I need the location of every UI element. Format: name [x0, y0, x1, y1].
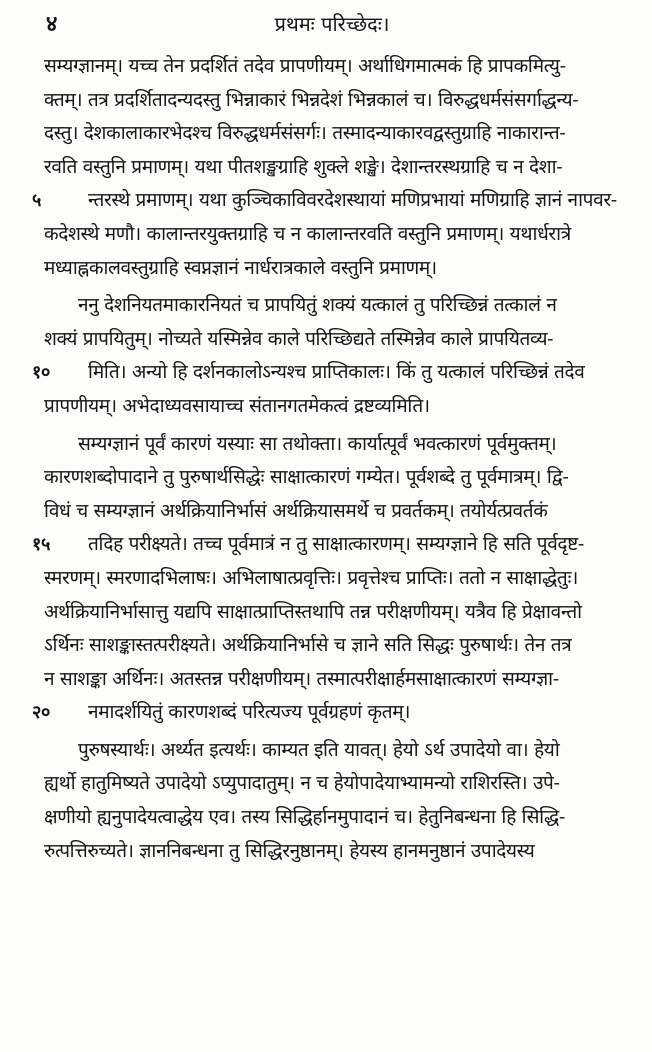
line-text: स्मरणम्। स्मरणादभिलाषः। अभिलाषात्प्रवृत्तिः। प्रवृत्तेश्च प्राप्तिः। ततो न साक्षाद्धेतुः। [44, 566, 579, 589]
text-line [36, 835, 632, 869]
text-line [36, 562, 632, 596]
line-text: प्रापणीयम्। अभेदाध्यवसायाच्च संतानगतमेकत्वं द्रष्टव्यमिति। [44, 394, 430, 417]
line-text: मिति। अन्यो हि दर्शनकालोऽन्यश्च प्राप्तिकालः। किं तु यत्कालं परिच्छिन्नं तदेव [88, 361, 585, 384]
line-text: क्षणीयो ह्यनुपादेयत्वाद्धेय एव। तस्य सिद्धिर्हानमुपादानं च। हेतुनिबन्धना हि सिद्धि- [44, 806, 565, 829]
text-line [36, 218, 632, 252]
text-line [32, 528, 632, 562]
line-text: मध्याह्नकालवस्तुग्राहि स्वप्नज्ञानं नार्धरात्रकाले वस्तुनि प्रमाणम्। [44, 256, 437, 279]
text-line [36, 390, 632, 424]
line-text: सम्यग्ज्ञानम्। यच्च तेन प्रदर्शितं तदेव प्रापणीयम्। अर्थाधिगमात्मकं हि प्रापकमित्यु- [44, 55, 566, 77]
line-text: न साशङ्का अर्थिनः। अतस्तन्न परीक्षणीयम्। तस्मात्परीक्षार्हमसाक्षात्कारणं सम्यग्ज्ञा- [44, 667, 559, 690]
page-number: ४ [46, 11, 58, 37]
text-line [36, 596, 632, 630]
line-text: ह्यर्थो हातुमिष्यते उपादेयो ऽप्युपादातुम्। न च हेयोपादेयाभ्यामन्यो राशिरस्ति। उपे- [44, 772, 560, 795]
line-number: २० [32, 702, 51, 724]
line-text: न्तरस्थे प्रमाणम्। यथा कुञ्चिकाविवरदेशस्थायां मणिप्रभायां मणिग्राहि ज्ञानं नापवर- [88, 189, 617, 212]
line-text: ऽर्थिनः साशङ्कास्तत्परीक्ष्यते। अर्थक्रियानिर्भासे च ज्ञाने सति सिद्धः पुरुषार्थः। तेन तत्र [44, 634, 572, 657]
line-text: रवति वस्तुनि प्रमाणम्। यथा पीतशङ्खग्राहि शुक्ले शङ्खे। देशान्तरस्थग्राहि च न देशा- [44, 155, 563, 178]
text-line [32, 696, 632, 730]
text-line [36, 461, 632, 495]
line-number: १५ [32, 534, 51, 556]
line-text: रुत्पत्तिरुच्यते। ज्ञाननिबन्धना तु सिद्धिरनुष्ठानम्। हेयस्य हानमनुष्ठानं उपादेयस्य [44, 839, 535, 862]
page-header [36, 8, 628, 42]
line-text: तदिह परीक्ष्यते। तच्च पूर्वमात्रं न तु साक्षात्कारणम्। सम्यग्ज्ञाने हि सति पूर्वदृष्ट- [88, 533, 584, 556]
text-line [36, 117, 632, 151]
line-number: ५ [32, 190, 42, 212]
text-line [36, 767, 632, 801]
text-line [36, 801, 632, 835]
text-line [36, 289, 632, 323]
line-text: कदेशस्थे मणौ। कालान्तरयुक्तग्राहि च न कालान्तरवति वस्तुनि प्रमाणम्। यथार्धरात्रे [44, 222, 571, 245]
text-line [32, 184, 632, 218]
line-text: कारणशब्दोपादाने तु पुरुषार्थसिद्धेः साक्षात्कारणं गम्येत। पूर्वशब्दे तु पूर्वमात्रम्। द्वि- [44, 466, 569, 489]
text-line [36, 629, 632, 663]
line-text: दस्तु। देशकालाकारभेदश्च विरुद्धधर्मसंसर्गः। तस्मादन्याकारवद्वस्तुग्राहि नाकारान्त- [44, 122, 566, 145]
text-line [36, 495, 632, 529]
line-text: ननु देशनियतमाकारनियतं च प्रापयितुं शक्यं यत्कालं तु परिच्छिन्नं तत्कालं न [78, 294, 557, 317]
line-number: १० [32, 362, 51, 384]
running-title: प्रथमः परिच्छेदः। [274, 12, 390, 36]
line-text: पुरुषस्यार्थः। अर्थ्यत इत्यर्थः। काम्यत इति यावत्। हेयो ऽर्थ उपादेयो वा। हेयो [78, 738, 560, 761]
text-line [36, 50, 632, 84]
text-line [36, 663, 632, 697]
line-text: शक्यं प्रापयितुम्। नोच्यते यस्मिन्नेव काले परिच्छिद्यते तस्मिन्नेव काले प्रापयितव्य- [44, 327, 554, 350]
text-line [32, 356, 632, 390]
body-text [32, 50, 632, 868]
line-text: नमादर्शयितुं कारणशब्दं परित्यज्य पूर्वग्रहणं कृतम्। [88, 701, 411, 724]
text-line [36, 84, 632, 118]
text-line [36, 428, 632, 462]
line-text: सम्यग्ज्ञानं पूर्वं कारणं यस्याः सा तथोक्ता। कार्यात्पूर्वं भवत्कारणं पूर्वमुक्तम्। [78, 432, 557, 455]
line-text: विधं च सम्यग्ज्ञानं अर्थक्रियानिर्भासं अर्थक्रियासमर्थे च प्रवर्तकम्। तयोर्यत्प्रवर्तकं [44, 499, 548, 522]
line-text: अर्थक्रियानिर्भासात्तु यद्यपि साक्षात्प्राप्तिस्तथापि तन्न परीक्षणीयम्। यत्रैव हि प्रेक्षावन्तो [44, 600, 582, 623]
text-line [36, 151, 632, 185]
text-line [36, 323, 632, 357]
text-line [36, 734, 632, 768]
line-text: क्तम्। तत्र प्रदर्शितादन्यदस्तु भिन्नाकारं भिन्नदेशं भिन्नकालं च। विरुद्धधर्मसंसर्गाद्धन्य- [44, 88, 579, 111]
text-line [36, 252, 632, 286]
